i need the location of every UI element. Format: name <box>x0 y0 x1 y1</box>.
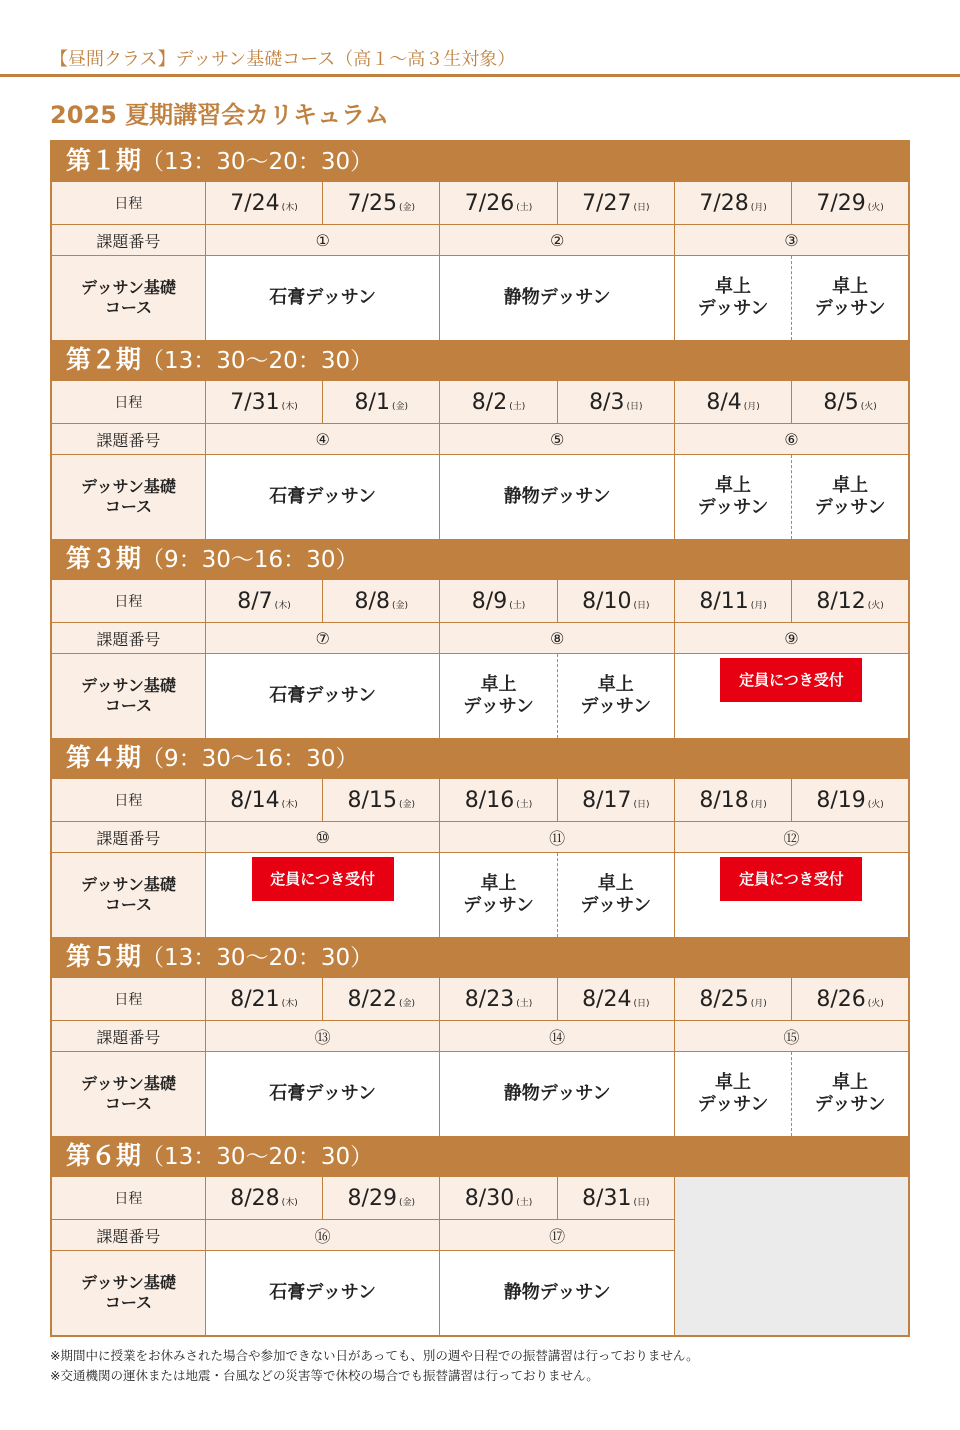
course-cell <box>440 853 557 938</box>
date-value: 8/18 <box>699 787 749 813</box>
period-time: （13：30～20：30） <box>141 348 374 374</box>
weekday-value: 日 <box>636 1197 646 1208</box>
course-tabletop-line1: 卓上 <box>832 276 869 297</box>
course-cell <box>205 256 440 341</box>
course-tabletop-line2: デッサン <box>580 895 652 916</box>
weekday: (日) <box>633 799 650 810</box>
task-number: ⑪ <box>440 822 675 853</box>
weekday: (木) <box>281 998 298 1009</box>
weekday: (金) <box>398 799 415 810</box>
task-number: ⑫ <box>674 822 909 853</box>
header-divider <box>0 74 960 77</box>
course-tabletop-line2: デッサン <box>463 895 534 916</box>
course-tabletop-line2: デッサン <box>697 497 769 518</box>
date-cell <box>323 779 440 822</box>
period-time: （9：30～16：30） <box>141 547 359 573</box>
weekday: (月) <box>750 998 767 1009</box>
date-value: 8/21 <box>230 986 280 1012</box>
date-cell <box>323 182 440 225</box>
task-number: ⑮ <box>674 1021 909 1052</box>
task-number: ⑭ <box>440 1021 675 1052</box>
task-number: ① <box>205 225 440 256</box>
task-number: ⑦ <box>205 623 440 654</box>
task-number-row <box>51 623 909 654</box>
weekday-value: 金 <box>402 799 412 810</box>
task-number-label: 課題番号 <box>51 822 205 853</box>
date-value: 8/9 <box>471 588 508 614</box>
date-value: 8/28 <box>230 1185 280 1211</box>
weekday-value: 月 <box>754 799 764 810</box>
course-cell <box>674 455 791 540</box>
weekday: (木) <box>281 202 298 213</box>
date-cell <box>674 779 791 822</box>
date-value: 8/14 <box>230 787 280 813</box>
date-cell <box>557 978 674 1021</box>
weekday-value: 日 <box>629 401 639 412</box>
weekday-value: 月 <box>754 202 764 213</box>
weekday-value: 月 <box>754 600 764 611</box>
course-cell <box>792 256 909 341</box>
weekday: (月) <box>750 799 767 810</box>
task-number: ② <box>440 225 675 256</box>
period-time: （13：30～20：30） <box>141 149 374 175</box>
curriculum-body <box>51 141 909 1336</box>
course-label <box>51 256 205 341</box>
course-cell <box>440 1052 675 1137</box>
note-2: ※交通機関の運休または地震・台風などの災害等で休校の場合でも振替講習は行っておりません。 <box>50 1368 599 1383</box>
course-label <box>51 455 205 540</box>
date-value: 8/23 <box>464 986 515 1012</box>
date-value: 7/24 <box>230 190 280 216</box>
course-tabletop-line2: デッサン <box>814 1094 886 1115</box>
date-cell <box>557 182 674 225</box>
task-number: ④ <box>205 424 440 455</box>
weekday: (土) <box>516 998 533 1009</box>
task-number-label: 課題番号 <box>51 225 205 256</box>
course-cell <box>205 1052 440 1137</box>
period-time: （9：30～16：30） <box>141 746 359 772</box>
weekday-value: 木 <box>285 1197 295 1208</box>
course-label-line1: デッサン基礎 <box>80 477 176 496</box>
date-cell <box>205 779 322 822</box>
task-number: ⑤ <box>440 424 675 455</box>
date-cell <box>440 580 557 623</box>
weekday-value: 日 <box>636 202 646 213</box>
weekday-value: 木 <box>278 600 288 611</box>
weekday: (土) <box>509 401 526 412</box>
period-name: 第１期 <box>66 146 142 175</box>
course-tabletop-line2: デッサン <box>463 696 534 717</box>
date-value: 7/29 <box>816 190 866 216</box>
task-number: ⑩ <box>205 822 440 853</box>
weekday: (金) <box>398 998 415 1009</box>
schedule-row <box>51 779 909 822</box>
date-value: 8/29 <box>347 1185 397 1211</box>
course-still-life: 静物デッサン <box>503 287 611 308</box>
course-label-line1: デッサン基礎 <box>80 278 176 297</box>
course-still-life: 静物デッサン <box>503 1282 611 1303</box>
period-name: 第４期 <box>66 743 142 772</box>
course-cell <box>792 455 909 540</box>
course-label-line1: デッサン基礎 <box>80 1074 176 1093</box>
course-tabletop-line2: デッサン <box>697 1094 769 1115</box>
date-cell <box>205 381 322 424</box>
weekday-value: 金 <box>402 1197 412 1208</box>
date-cell <box>557 381 674 424</box>
date-cell <box>792 182 909 225</box>
course-plaster: 石膏デッサン <box>269 287 376 308</box>
course-plaster: 石膏デッサン <box>269 1282 376 1303</box>
weekday: (火) <box>867 799 884 810</box>
period-header-row <box>51 540 909 580</box>
weekday: (木) <box>281 401 298 412</box>
task-number-label: 課題番号 <box>51 1021 205 1052</box>
course-label-line2: コース <box>104 298 153 317</box>
task-number: ⑬ <box>205 1021 440 1052</box>
course-plaster: 石膏デッサン <box>269 1083 376 1104</box>
course-tabletop-line1: 卓上 <box>597 674 634 695</box>
course-row <box>51 256 909 341</box>
course-label <box>51 853 205 938</box>
course-label-line2: コース <box>104 1094 153 1113</box>
weekday: (火) <box>867 202 884 213</box>
date-cell <box>440 978 557 1021</box>
date-cell <box>323 580 440 623</box>
course-tabletop-line1: 卓上 <box>832 475 869 496</box>
weekday-value: 木 <box>285 998 295 1009</box>
period-header <box>51 341 909 381</box>
course-plaster: 石膏デッサン <box>269 685 376 706</box>
course-label-line2: コース <box>104 1293 153 1312</box>
weekday-value: 火 <box>871 600 881 611</box>
course-label-line1: デッサン基礎 <box>80 1273 176 1292</box>
course-cell <box>557 654 674 739</box>
date-value: 8/31 <box>582 1185 632 1211</box>
task-number-row <box>51 1021 909 1052</box>
course-tabletop-line1: 卓上 <box>715 276 752 297</box>
course-row <box>51 455 909 540</box>
task-number-label: 課題番号 <box>51 424 205 455</box>
schedule-label: 日程 <box>51 779 205 822</box>
course-label-line2: コース <box>104 497 153 516</box>
schedule-label: 日程 <box>51 381 205 424</box>
period-time: （13：30～20：30） <box>141 1144 374 1170</box>
page-title: 2025 夏期講習会カリキュラム <box>50 101 389 129</box>
date-cell <box>674 182 791 225</box>
task-number: ⑰ <box>440 1220 675 1251</box>
date-value: 8/25 <box>699 986 749 1012</box>
course-label-line1: デッサン基礎 <box>80 875 176 894</box>
date-value: 8/24 <box>582 986 632 1012</box>
weekday-value: 土 <box>519 799 529 810</box>
weekday: (火) <box>867 998 884 1009</box>
task-number-row <box>51 822 909 853</box>
weekday: (金) <box>391 401 408 412</box>
date-value: 8/7 <box>237 588 273 614</box>
course-cell <box>440 1251 675 1337</box>
date-cell <box>205 580 322 623</box>
date-value: 7/28 <box>699 190 749 216</box>
task-number-label: 課題番号 <box>51 1220 205 1251</box>
weekday-value: 木 <box>285 401 295 412</box>
weekday-value: 日 <box>636 998 646 1009</box>
date-value: 8/11 <box>699 588 749 614</box>
task-number: ⑯ <box>205 1220 440 1251</box>
closed-badge: 定員につき受付締切 <box>720 857 862 901</box>
course-cell <box>205 1251 440 1337</box>
weekday: (月) <box>750 600 767 611</box>
course-tabletop-line2: デッサン <box>814 497 886 518</box>
weekday-value: 金 <box>395 401 405 412</box>
weekday: (日) <box>633 1197 650 1208</box>
weekday: (土) <box>509 600 526 611</box>
period-header-row <box>51 341 909 381</box>
weekday: (月) <box>743 401 760 412</box>
curriculum-table-wrap <box>50 140 910 1337</box>
weekday-value: 金 <box>402 202 412 213</box>
weekday: (月) <box>750 202 767 213</box>
period-name: 第６期 <box>66 1141 142 1170</box>
schedule-label: 日程 <box>51 1177 205 1220</box>
course-cell <box>674 1052 791 1137</box>
note-1: ※期間中に授業をお休みされた場合や参加できない日があっても、別の週や日程での振替講習は行っておりません。 <box>50 1348 699 1363</box>
date-value: 7/26 <box>464 190 515 216</box>
date-value: 8/17 <box>582 787 632 813</box>
task-number: ⑧ <box>440 623 675 654</box>
date-value: 8/12 <box>816 588 866 614</box>
weekday-value: 土 <box>512 401 522 412</box>
period-name: 第５期 <box>66 942 142 971</box>
date-cell <box>557 779 674 822</box>
date-value: 7/31 <box>230 389 280 415</box>
course-label-line2: コース <box>104 895 153 914</box>
weekday-value: 日 <box>636 799 646 810</box>
schedule-row <box>51 381 909 424</box>
date-value: 8/15 <box>347 787 397 813</box>
weekday-value: 日 <box>636 600 646 611</box>
course-row <box>51 1052 909 1137</box>
schedule-label: 日程 <box>51 182 205 225</box>
date-cell <box>440 1177 557 1220</box>
weekday-value: 木 <box>285 799 295 810</box>
closed-badge: 定員につき受付締切 <box>720 658 862 702</box>
date-cell <box>323 978 440 1021</box>
course-cell <box>440 654 557 739</box>
period-header-row <box>51 1137 909 1177</box>
date-cell <box>205 978 322 1021</box>
date-cell <box>440 182 557 225</box>
date-cell <box>674 978 791 1021</box>
weekday: (木) <box>274 600 291 611</box>
schedule-row <box>51 1177 909 1220</box>
date-cell <box>792 580 909 623</box>
course-label <box>51 1251 205 1337</box>
weekday-value: 火 <box>871 202 881 213</box>
schedule-row <box>51 182 909 225</box>
date-value: 8/8 <box>354 588 390 614</box>
period-header-row <box>51 141 909 182</box>
period-header <box>51 141 909 182</box>
date-value: 8/2 <box>471 389 508 415</box>
course-tabletop-line1: 卓上 <box>480 873 517 894</box>
weekday: (火) <box>860 401 877 412</box>
course-cell <box>557 853 674 938</box>
weekday: (日) <box>633 600 650 611</box>
weekday: (土) <box>516 1197 533 1208</box>
course-tabletop-line1: 卓上 <box>597 873 634 894</box>
course-plaster: 石膏デッサン <box>269 486 376 507</box>
date-cell <box>557 1177 674 1220</box>
weekday: (木) <box>281 799 298 810</box>
date-cell <box>557 580 674 623</box>
course-row <box>51 853 909 938</box>
weekday: (日) <box>633 202 650 213</box>
weekday: (火) <box>867 600 884 611</box>
course-tabletop-line1: 卓上 <box>832 1072 869 1093</box>
notes <box>50 1346 699 1386</box>
weekday-value: 火 <box>871 998 881 1009</box>
date-value: 8/1 <box>354 389 390 415</box>
weekday: (土) <box>516 202 533 213</box>
date-cell <box>323 381 440 424</box>
date-cell <box>205 182 322 225</box>
task-number: ③ <box>674 225 909 256</box>
schedule-row <box>51 580 909 623</box>
weekday-value: 金 <box>395 600 405 611</box>
weekday-value: 土 <box>519 998 529 1009</box>
date-cell <box>674 381 791 424</box>
class-label: 【昼間クラス】デッサン基礎コース（高１～高３生対象） <box>50 49 516 70</box>
course-tabletop-line1: 卓上 <box>715 475 752 496</box>
date-cell <box>440 381 557 424</box>
period-time: （13：30～20：30） <box>141 945 374 971</box>
weekday: (日) <box>633 998 650 1009</box>
date-value: 8/16 <box>464 787 515 813</box>
course-still-life: 静物デッサン <box>503 1083 611 1104</box>
weekday-value: 金 <box>402 998 412 1009</box>
course-tabletop-line2: デッサン <box>580 696 652 717</box>
task-number-label: 課題番号 <box>51 623 205 654</box>
weekday: (土) <box>516 799 533 810</box>
course-cell <box>440 455 675 540</box>
course-tabletop-line1: 卓上 <box>715 1072 752 1093</box>
weekday: (金) <box>398 202 415 213</box>
weekday-value: 火 <box>864 401 874 412</box>
course-label <box>51 654 205 739</box>
weekday: (木) <box>281 1197 298 1208</box>
curriculum-table <box>50 140 910 1337</box>
date-value: 8/26 <box>816 986 866 1012</box>
date-cell <box>792 381 909 424</box>
weekday: (金) <box>391 600 408 611</box>
date-value: 8/3 <box>589 389 625 415</box>
period-name: 第３期 <box>66 544 142 573</box>
date-value: 8/5 <box>823 389 859 415</box>
date-value: 7/25 <box>347 190 397 216</box>
period-header <box>51 540 909 580</box>
course-tabletop-line2: デッサン <box>814 298 886 319</box>
date-cell <box>440 779 557 822</box>
weekday-value: 土 <box>519 1197 529 1208</box>
closed-badge: 定員につき受付締切 <box>252 857 394 901</box>
task-number-row <box>51 424 909 455</box>
course-cell <box>792 1052 909 1137</box>
date-value: 8/22 <box>347 986 397 1012</box>
course-cell <box>440 256 675 341</box>
schedule-label: 日程 <box>51 978 205 1021</box>
course-cell <box>674 853 909 938</box>
weekday-value: 木 <box>285 202 295 213</box>
date-value: 8/4 <box>706 389 742 415</box>
task-number-row <box>51 225 909 256</box>
date-value: 8/30 <box>464 1185 515 1211</box>
course-cell <box>674 256 791 341</box>
course-cell <box>205 455 440 540</box>
schedule-row <box>51 978 909 1021</box>
date-value: 8/19 <box>816 787 866 813</box>
weekday-value: 月 <box>754 998 764 1009</box>
course-still-life: 静物デッサン <box>503 486 611 507</box>
date-cell <box>792 779 909 822</box>
weekday: (金) <box>398 1197 415 1208</box>
course-tabletop-line2: デッサン <box>697 298 769 319</box>
period-name: 第２期 <box>66 345 142 374</box>
course-cell <box>205 654 440 739</box>
task-number: ⑨ <box>674 623 909 654</box>
weekday-value: 土 <box>512 600 522 611</box>
course-tabletop-line1: 卓上 <box>480 674 517 695</box>
date-cell <box>323 1177 440 1220</box>
task-number: ⑥ <box>674 424 909 455</box>
date-cell <box>792 978 909 1021</box>
weekday-value: 月 <box>747 401 757 412</box>
course-cell <box>674 654 909 739</box>
weekday-value: 土 <box>519 202 529 213</box>
course-label-line2: コース <box>104 696 153 715</box>
course-cell <box>205 853 440 938</box>
period-header <box>51 1137 909 1177</box>
weekday: (日) <box>626 401 643 412</box>
course-label <box>51 1052 205 1137</box>
date-cell <box>674 580 791 623</box>
date-cell <box>205 1177 322 1220</box>
date-value: 7/27 <box>582 190 632 216</box>
schedule-label: 日程 <box>51 580 205 623</box>
course-row <box>51 654 909 739</box>
date-value: 8/10 <box>582 588 632 614</box>
empty-cell <box>674 1177 909 1337</box>
course-label-line1: デッサン基礎 <box>80 676 176 695</box>
weekday-value: 火 <box>871 799 881 810</box>
